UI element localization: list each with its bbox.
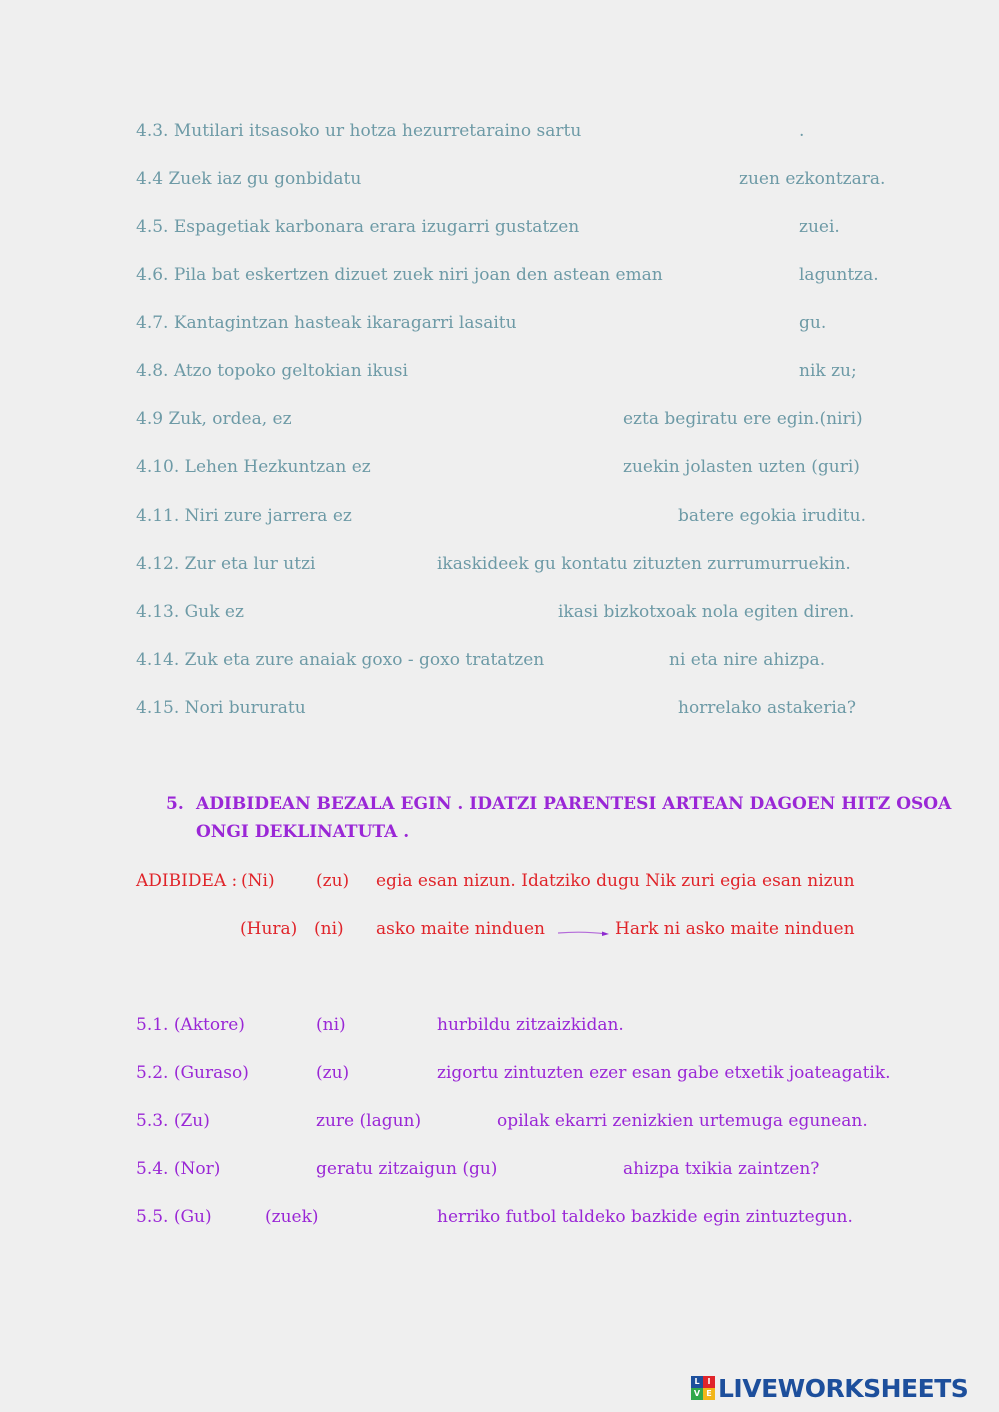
- sentence-4-6-end: laguntza.: [799, 265, 879, 285]
- exercise-5-instruction-line1: ADIBIDEAN BEZALA EGIN . IDATZI PARENTESI ARTEAN DAGOEN HITZ OSOA: [196, 794, 952, 814]
- sentence-4-8-end: nik zu;: [799, 361, 857, 381]
- sentence-4-13-end: ikasi bizkotxoak nola egiten diren.: [558, 602, 855, 622]
- sentence-4-6-start: 4.6. Pila bat eskertzen dizuet zuek niri joan den astean eman: [136, 265, 663, 285]
- item-5-2-rest: zigortu zintuzten ezer esan gabe etxetik joateagatik.: [437, 1063, 891, 1083]
- sentence-4-10-end: zuekin jolasten uzten (guri): [623, 457, 860, 477]
- example2-word1: (Hura): [240, 919, 298, 939]
- sentence-4-10-start: 4.10. Lehen Hezkuntzan ez: [136, 457, 371, 477]
- example1-word2: (zu): [316, 871, 350, 891]
- sentence-4-8-start: 4.8. Atzo topoko geltokian ikusi: [136, 361, 408, 381]
- sentence-4-3-start: 4.3. Mutilari itsasoko ur hotza hezurretaraino sartu: [136, 121, 582, 141]
- example2-word2: (ni): [314, 919, 344, 939]
- sentence-4-9-start: 4.9 Zuk, ordea, ez: [136, 409, 292, 429]
- sentence-4-9-end: ezta begiratu ere egin.(niri): [623, 409, 863, 429]
- item-5-1-rest: hurbildu zitzaizkidan.: [437, 1015, 624, 1035]
- sentence-4-3-end: .: [799, 121, 805, 141]
- item-5-4-object: geratu zitzaigun (gu): [316, 1159, 498, 1179]
- item-5-4-subject: 5.4. (Nor): [136, 1159, 221, 1179]
- item-5-5-subject: 5.5. (Gu): [136, 1207, 212, 1227]
- sentence-4-7-end: gu.: [799, 313, 827, 333]
- logo-wordmark: LIVEWORKSHEETS: [718, 1373, 969, 1403]
- sentence-4-14-start: 4.14. Zuk eta zure anaiak goxo - goxo tratatzen: [136, 650, 545, 670]
- example1-word1: (Ni): [241, 871, 275, 891]
- sentence-4-13-start: 4.13. Guk ez: [136, 602, 244, 622]
- sentence-4-4-start: 4.4 Zuek iaz gu gonbidatu: [136, 169, 362, 189]
- sentence-4-14-end: ni eta nire ahizpa.: [669, 650, 826, 670]
- sentence-4-11-end: batere egokia iruditu.: [678, 506, 866, 526]
- example-label: ADIBIDEA :: [136, 871, 238, 891]
- item-5-1-object: (ni): [316, 1015, 346, 1035]
- sentence-4-12-end: ikaskideek gu kontatu zituzten zurrumurruekin.: [437, 554, 851, 574]
- item-5-3-subject: 5.3. (Zu): [136, 1111, 210, 1131]
- example1-sentence: egia esan nizun. Idatziko dugu Nik zuri egia esan nizun: [376, 871, 855, 891]
- sentence-4-5-end: zuei.: [799, 217, 840, 237]
- item-5-4-rest: ahizpa txikia zaintzen?: [623, 1159, 820, 1179]
- exercise-5-number: 5.: [166, 794, 184, 814]
- sentence-4-7-start: 4.7. Kantagintzan hasteak ikaragarri lasaitu: [136, 313, 517, 333]
- liveworksheets-logo[interactable]: [691, 1372, 968, 1404]
- sentence-4-12-start: 4.12. Zur eta lur utzi: [136, 554, 316, 574]
- item-5-2-subject: 5.2. (Guraso): [136, 1063, 249, 1083]
- sentence-4-15-start: 4.15. Nori bururatu: [136, 698, 306, 718]
- logo-letter-e: E: [703, 1388, 715, 1400]
- logo-letter-v: V: [691, 1388, 703, 1400]
- sentence-4-4-end: zuen ezkontzara.: [739, 169, 886, 189]
- item-5-3-rest: opilak ekarri zenizkien urtemuga egunean.: [497, 1111, 868, 1131]
- item-5-1-subject: 5.1. (Aktore): [136, 1015, 245, 1035]
- item-5-5-rest: herriko futbol taldeko bazkide egin zintuztegun.: [437, 1207, 853, 1227]
- item-5-2-object: (zu): [316, 1063, 350, 1083]
- example2-phrase: asko maite ninduen: [376, 919, 545, 939]
- sentence-4-11-start: 4.11. Niri zure jarrera ez: [136, 506, 352, 526]
- item-5-3-object: zure (lagun): [316, 1111, 422, 1131]
- sentence-4-5-start: 4.5. Espagetiak karbonara erara izugarri gustatzen: [136, 217, 580, 237]
- logo-letter-l: L: [691, 1376, 703, 1388]
- liveworksheets-logo-icon: [691, 1376, 715, 1400]
- example2-answer: Hark ni asko maite ninduen: [615, 919, 855, 939]
- arrow-right-icon: [556, 924, 612, 942]
- sentence-4-15-end: horrelako astakeria?: [678, 698, 857, 718]
- item-5-5-object: (zuek): [265, 1207, 319, 1227]
- exercise-5-instruction-line2: ONGI DEKLINATUTA .: [196, 822, 410, 842]
- logo-letter-i: I: [703, 1376, 715, 1388]
